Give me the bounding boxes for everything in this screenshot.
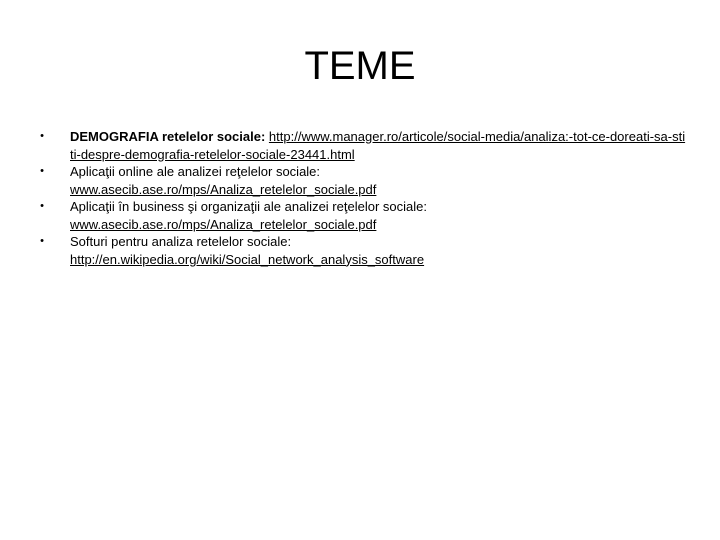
bullet-item-softuri [36, 233, 686, 268]
bullet-label: Aplicaţii online ale analizei reţelelor sociale: [70, 164, 321, 179]
slide-title: TEME [304, 44, 416, 88]
bullet-item-demografia [36, 128, 686, 163]
bullet-item-aplicatii-online [36, 163, 686, 198]
demografia-link[interactable]: http://www.manager.ro/articole/social-media/analiza:-tot-ce-doreati-sa-stiti-despre-demografia-retelelor-sociale-23441.html [70, 129, 686, 162]
bullet-text [70, 233, 686, 268]
bullet-icon: • [40, 200, 44, 212]
bullet-bold-lead: DEMOGRAFIA retelelor sociale: [70, 129, 266, 144]
softuri-link[interactable]: http://en.wikipedia.org/wiki/Social_network_analysis_software [70, 251, 425, 267]
bullet-list [36, 128, 686, 268]
bullet-text [70, 128, 686, 163]
bullet-label: Softuri pentru analiza retelelor sociale: [70, 234, 292, 249]
bullet-text [70, 198, 686, 233]
bullet-text [70, 163, 686, 198]
bullet-icon: • [40, 165, 44, 177]
aplicatii-online-link[interactable]: www.asecib.ase.ro/mps/Analiza_retelelor_sociale.pdf [70, 181, 377, 197]
aplicatii-business-link[interactable]: www.asecib.ase.ro/mps/Analiza_retelelor_sociale.pdf [70, 216, 377, 232]
bullet-item-aplicatii-business [36, 198, 686, 233]
bullet-label: Aplicaţii în business şi organizaţii ale analizei reţelelor sociale: [70, 199, 427, 214]
bullet-icon: • [40, 235, 44, 247]
bullet-icon: • [40, 130, 44, 142]
